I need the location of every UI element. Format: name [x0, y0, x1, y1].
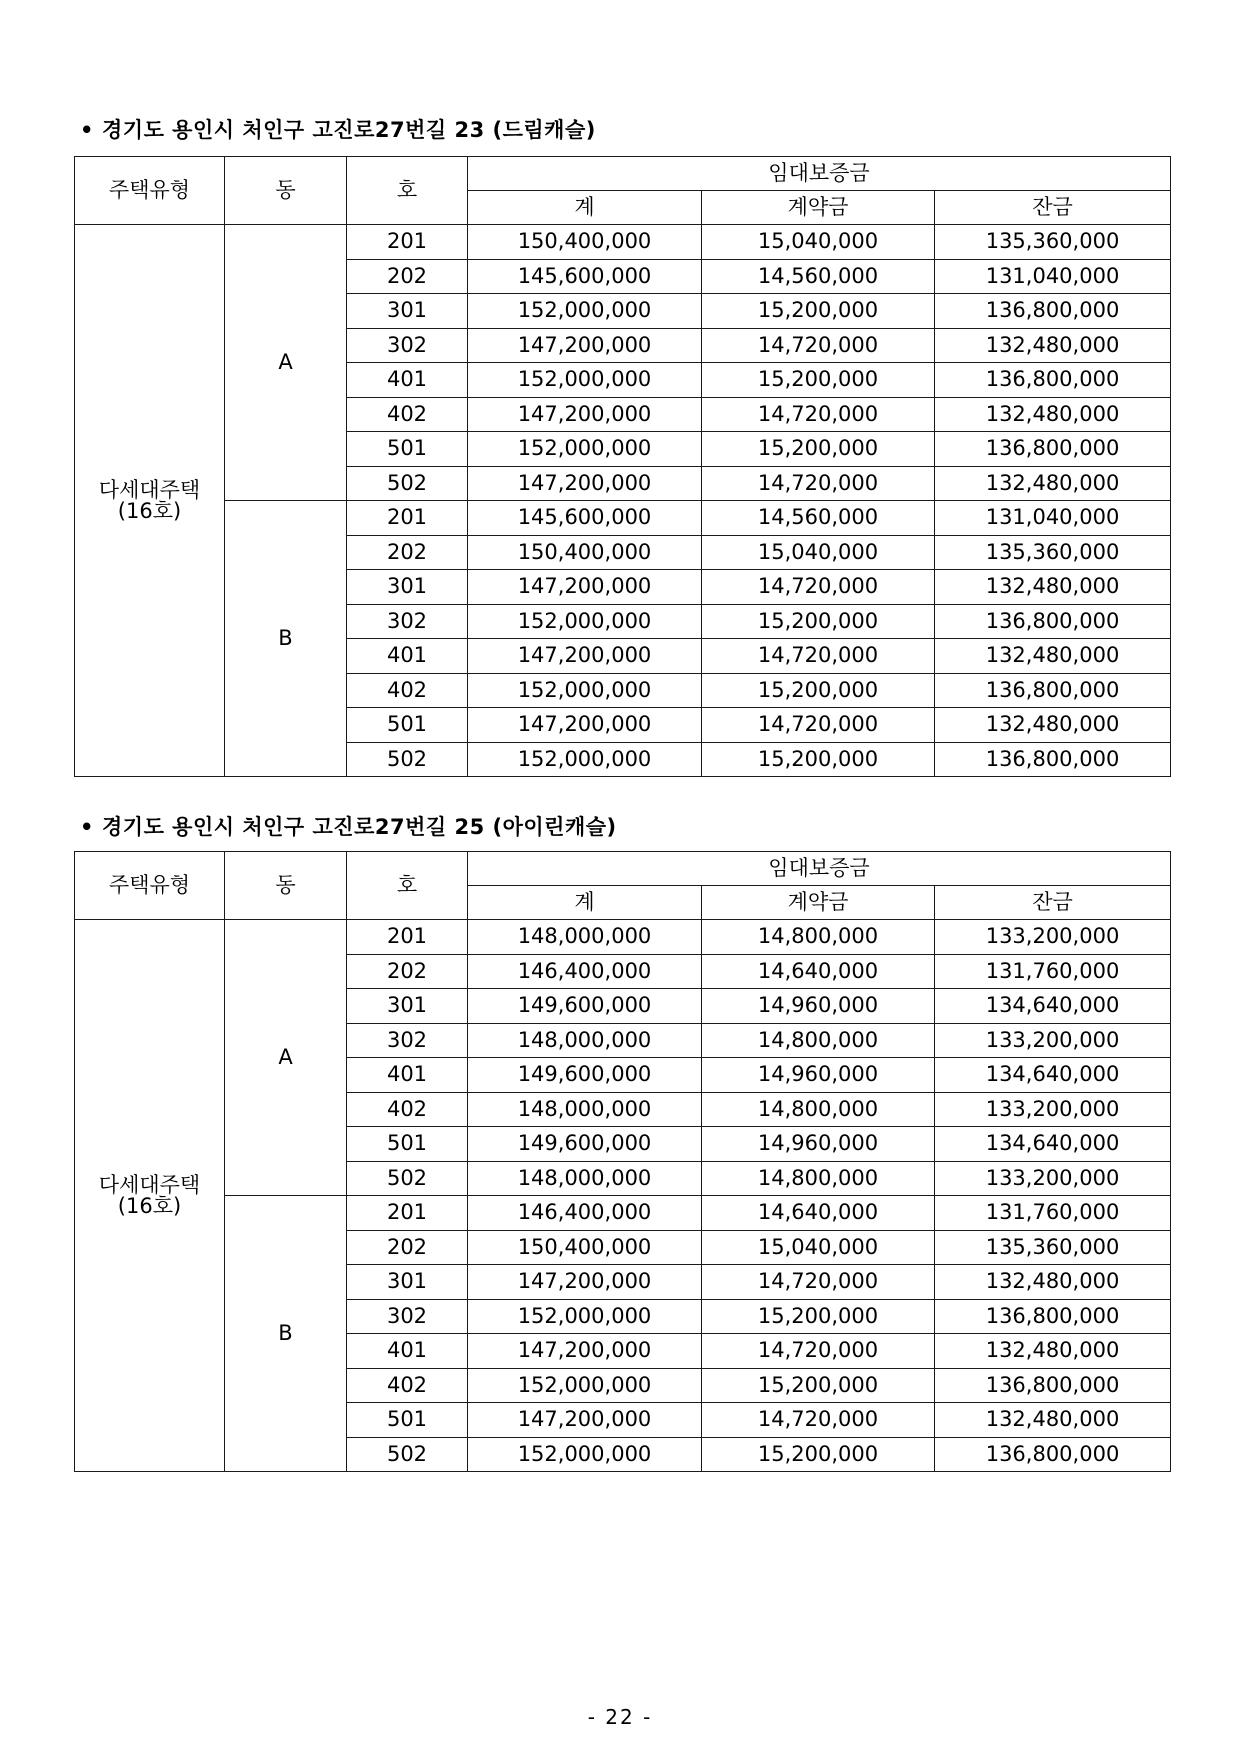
dong-cell: A: [225, 225, 347, 501]
contract-cell: 14,560,000: [702, 501, 935, 536]
balance-cell: 136,800,000: [935, 1368, 1171, 1403]
balance-cell: 132,480,000: [935, 1334, 1171, 1369]
balance-cell: 135,360,000: [935, 225, 1171, 260]
total-cell: 147,200,000: [468, 708, 702, 743]
section-title-2: [80, 811, 617, 841]
total-cell: 152,000,000: [468, 294, 702, 329]
house-type-text: (16호): [117, 1193, 182, 1218]
ho-cell: 501: [347, 708, 468, 743]
contract-cell: 14,720,000: [702, 328, 935, 363]
house-type-text: 다세대주택: [98, 477, 201, 502]
ho-cell: 502: [347, 466, 468, 501]
balance-cell: 133,200,000: [935, 1092, 1171, 1127]
balance-cell: 136,800,000: [935, 294, 1171, 329]
balance-cell: 134,640,000: [935, 1127, 1171, 1162]
header-ho: 호: [347, 852, 468, 920]
table-row: [75, 501, 1171, 536]
contract-cell: 15,200,000: [702, 432, 935, 467]
dong-cell: A: [225, 920, 347, 1196]
header-dong: 동: [225, 157, 347, 225]
total-cell: 149,600,000: [468, 1058, 702, 1093]
contract-cell: 14,720,000: [702, 397, 935, 432]
contract-cell: 15,200,000: [702, 1368, 935, 1403]
total-cell: 148,000,000: [468, 1023, 702, 1058]
balance-cell: 132,480,000: [935, 708, 1171, 743]
total-cell: 147,200,000: [468, 397, 702, 432]
total-cell: 145,600,000: [468, 259, 702, 294]
ho-cell: 501: [347, 1403, 468, 1438]
contract-cell: 14,960,000: [702, 1058, 935, 1093]
total-cell: 147,200,000: [468, 1265, 702, 1300]
total-cell: 150,400,000: [468, 225, 702, 260]
house-type-cell: [75, 225, 225, 777]
table-row: [75, 1196, 1171, 1231]
balance-cell: 133,200,000: [935, 920, 1171, 955]
ho-cell: 402: [347, 1092, 468, 1127]
contract-cell: 15,200,000: [702, 1299, 935, 1334]
total-cell: 146,400,000: [468, 1196, 702, 1231]
ho-cell: 501: [347, 1127, 468, 1162]
total-cell: 152,000,000: [468, 742, 702, 777]
ho-cell: 302: [347, 1023, 468, 1058]
total-cell: 152,000,000: [468, 673, 702, 708]
total-cell: 152,000,000: [468, 1368, 702, 1403]
balance-cell: 132,480,000: [935, 1265, 1171, 1300]
rent-deposit-table-1: [74, 156, 1171, 777]
total-cell: 147,200,000: [468, 639, 702, 674]
ho-cell: 201: [347, 1196, 468, 1231]
header-contract: 계약금: [702, 886, 935, 920]
ho-cell: 202: [347, 954, 468, 989]
total-cell: 145,600,000: [468, 501, 702, 536]
contract-cell: 15,200,000: [702, 363, 935, 398]
contract-cell: 14,720,000: [702, 570, 935, 605]
table-row: [75, 920, 1171, 955]
ho-cell: 502: [347, 742, 468, 777]
section-title-text: 경기도 용인시 처인구 고진로27번길 25 (아이린캐슬): [102, 815, 617, 839]
contract-cell: 14,720,000: [702, 1334, 935, 1369]
house-type-text: 다세대주택: [98, 1172, 201, 1197]
house-type-cell: [75, 920, 225, 1472]
balance-cell: 136,800,000: [935, 432, 1171, 467]
balance-cell: 132,480,000: [935, 639, 1171, 674]
balance-cell: 136,800,000: [935, 363, 1171, 398]
dong-cell: B: [225, 1196, 347, 1472]
balance-cell: 135,360,000: [935, 535, 1171, 570]
contract-cell: 15,200,000: [702, 604, 935, 639]
header-house-type: 주택유형: [75, 852, 225, 920]
total-cell: 150,400,000: [468, 535, 702, 570]
header-total: 계: [468, 886, 702, 920]
header-deposit: 임대보증금: [468, 157, 1171, 191]
contract-cell: 15,040,000: [702, 535, 935, 570]
bullet-icon: •: [80, 118, 94, 142]
contract-cell: 14,720,000: [702, 708, 935, 743]
total-cell: 152,000,000: [468, 1299, 702, 1334]
balance-cell: 132,480,000: [935, 466, 1171, 501]
contract-cell: 15,040,000: [702, 225, 935, 260]
header-total: 계: [468, 191, 702, 225]
ho-cell: 401: [347, 639, 468, 674]
contract-cell: 14,720,000: [702, 1403, 935, 1438]
contract-cell: 14,720,000: [702, 1265, 935, 1300]
balance-cell: 136,800,000: [935, 604, 1171, 639]
contract-cell: 14,640,000: [702, 954, 935, 989]
ho-cell: 401: [347, 1334, 468, 1369]
contract-cell: 14,720,000: [702, 466, 935, 501]
balance-cell: 132,480,000: [935, 328, 1171, 363]
contract-cell: 14,560,000: [702, 259, 935, 294]
total-cell: 149,600,000: [468, 989, 702, 1024]
contract-cell: 15,040,000: [702, 1230, 935, 1265]
header-dong: 동: [225, 852, 347, 920]
ho-cell: 301: [347, 570, 468, 605]
contract-cell: 15,200,000: [702, 1437, 935, 1472]
total-cell: 147,200,000: [468, 1334, 702, 1369]
total-cell: 147,200,000: [468, 328, 702, 363]
ho-cell: 502: [347, 1161, 468, 1196]
balance-cell: 133,200,000: [935, 1023, 1171, 1058]
balance-cell: 132,480,000: [935, 570, 1171, 605]
ho-cell: 402: [347, 1368, 468, 1403]
ho-cell: 501: [347, 432, 468, 467]
ho-cell: 402: [347, 673, 468, 708]
ho-cell: 302: [347, 328, 468, 363]
total-cell: 152,000,000: [468, 1437, 702, 1472]
balance-cell: 134,640,000: [935, 989, 1171, 1024]
section-title-1: [80, 114, 596, 144]
page-number: - 22 -: [587, 1705, 653, 1729]
ho-cell: 201: [347, 501, 468, 536]
total-cell: 152,000,000: [468, 604, 702, 639]
section-title-text: 경기도 용인시 처인구 고진로27번길 23 (드림캐슬): [102, 118, 596, 142]
header-balance: 잔금: [935, 886, 1171, 920]
balance-cell: 132,480,000: [935, 397, 1171, 432]
total-cell: 152,000,000: [468, 363, 702, 398]
header-balance: 잔금: [935, 191, 1171, 225]
ho-cell: 502: [347, 1437, 468, 1472]
ho-cell: 201: [347, 920, 468, 955]
ho-cell: 302: [347, 604, 468, 639]
total-cell: 148,000,000: [468, 1092, 702, 1127]
total-cell: 148,000,000: [468, 920, 702, 955]
balance-cell: 131,760,000: [935, 954, 1171, 989]
balance-cell: 131,040,000: [935, 259, 1171, 294]
table-row: [75, 225, 1171, 260]
dong-cell: B: [225, 501, 347, 777]
balance-cell: 132,480,000: [935, 1403, 1171, 1438]
ho-cell: 402: [347, 397, 468, 432]
total-cell: 147,200,000: [468, 466, 702, 501]
total-cell: 147,200,000: [468, 570, 702, 605]
total-cell: 146,400,000: [468, 954, 702, 989]
contract-cell: 15,200,000: [702, 742, 935, 777]
ho-cell: 202: [347, 1230, 468, 1265]
contract-cell: 14,960,000: [702, 1127, 935, 1162]
balance-cell: 136,800,000: [935, 1299, 1171, 1334]
header-deposit: 임대보증금: [468, 852, 1171, 886]
contract-cell: 14,800,000: [702, 1023, 935, 1058]
ho-cell: 302: [347, 1299, 468, 1334]
balance-cell: 136,800,000: [935, 1437, 1171, 1472]
ho-cell: 301: [347, 294, 468, 329]
ho-cell: 301: [347, 1265, 468, 1300]
balance-cell: 136,800,000: [935, 742, 1171, 777]
rent-deposit-table-2: [74, 851, 1171, 1472]
balance-cell: 134,640,000: [935, 1058, 1171, 1093]
total-cell: 149,600,000: [468, 1127, 702, 1162]
balance-cell: 131,760,000: [935, 1196, 1171, 1231]
contract-cell: 14,800,000: [702, 1161, 935, 1196]
ho-cell: 401: [347, 363, 468, 398]
contract-cell: 14,960,000: [702, 989, 935, 1024]
ho-cell: 201: [347, 225, 468, 260]
header-ho: 호: [347, 157, 468, 225]
contract-cell: 14,640,000: [702, 1196, 935, 1231]
contract-cell: 14,800,000: [702, 1092, 935, 1127]
ho-cell: 202: [347, 259, 468, 294]
balance-cell: 136,800,000: [935, 673, 1171, 708]
contract-cell: 14,800,000: [702, 920, 935, 955]
house-type-text: (16호): [117, 498, 182, 523]
total-cell: 150,400,000: [468, 1230, 702, 1265]
header-contract: 계약금: [702, 191, 935, 225]
balance-cell: 133,200,000: [935, 1161, 1171, 1196]
total-cell: 148,000,000: [468, 1161, 702, 1196]
ho-cell: 401: [347, 1058, 468, 1093]
balance-cell: 135,360,000: [935, 1230, 1171, 1265]
ho-cell: 301: [347, 989, 468, 1024]
total-cell: 152,000,000: [468, 432, 702, 467]
bullet-icon: •: [80, 815, 94, 839]
header-house-type: 주택유형: [75, 157, 225, 225]
balance-cell: 131,040,000: [935, 501, 1171, 536]
contract-cell: 15,200,000: [702, 673, 935, 708]
contract-cell: 15,200,000: [702, 294, 935, 329]
total-cell: 147,200,000: [468, 1403, 702, 1438]
contract-cell: 14,720,000: [702, 639, 935, 674]
ho-cell: 202: [347, 535, 468, 570]
